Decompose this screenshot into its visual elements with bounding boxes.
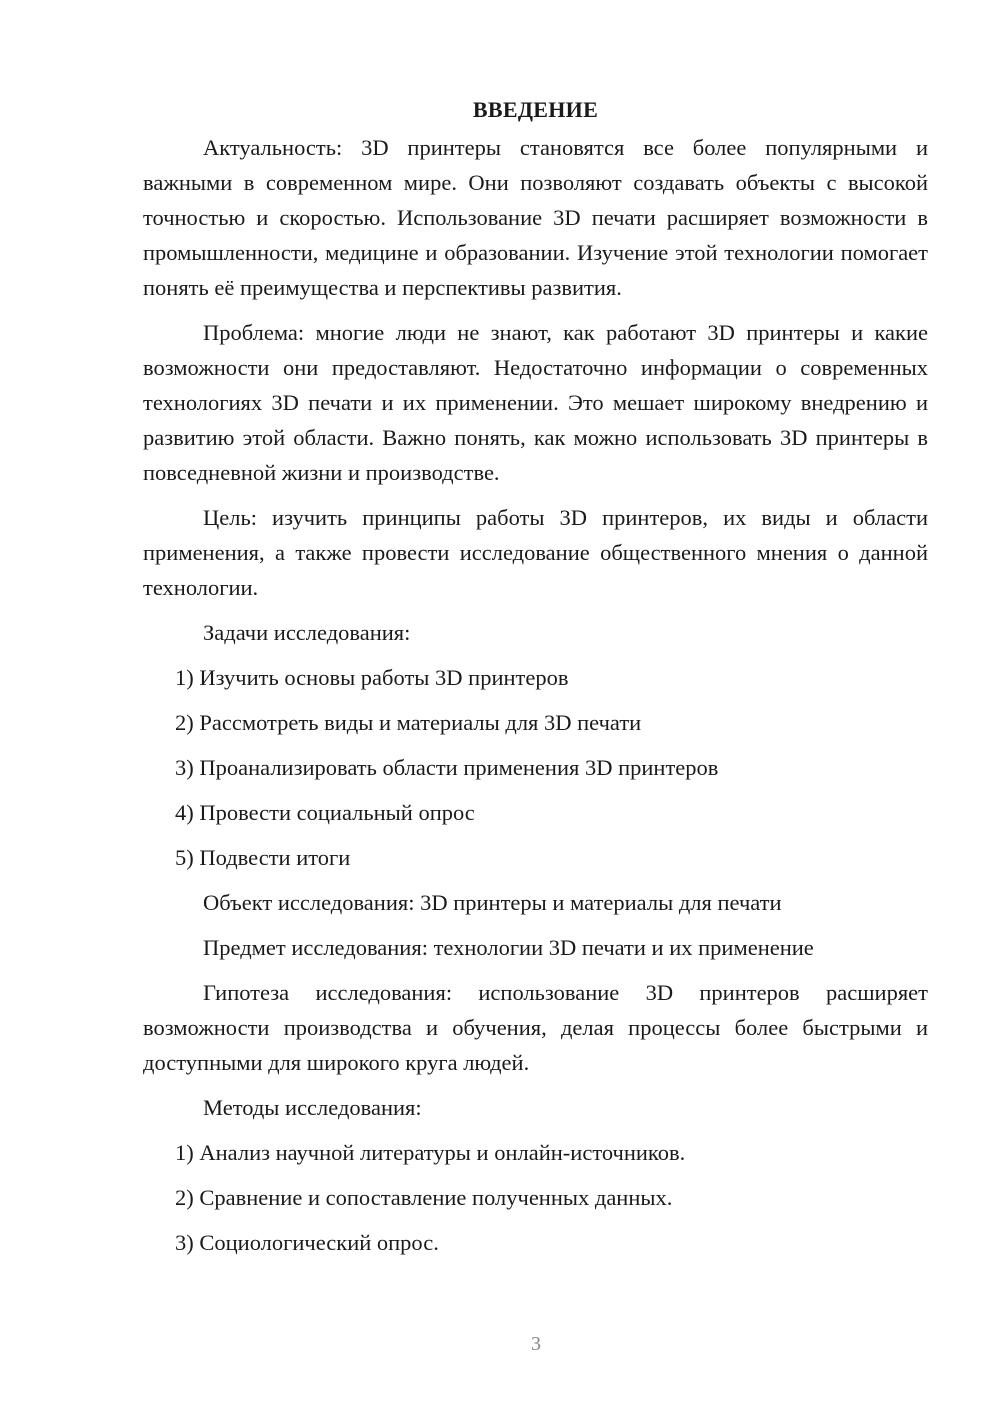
task-item: 2) Рассмотреть виды и материалы для 3D печати [175,710,642,735]
method-item: 2) Сравнение и сопоставление полученных данных. [175,1185,673,1210]
relevance-paragraph: Актуальность: 3D принтеры становятся все более популярными и важными в современном мире. Они позволяют создавать объекты с высокой точностью и скоростью. Использование 3D печати расширяет возможности в промышленности, медицине и образовании. Изучение этой технологии помогает понять её преимущества и перспективы развития. [143,135,928,300]
task-item: 5) Подвести итоги [175,845,351,870]
method-item: 3) Социологический опрос. [175,1230,439,1255]
methods-heading: Методы исследования: [203,1095,422,1120]
page-number: 3 [531,1333,541,1355]
hypothesis-paragraph: Гипотеза исследования: использование 3D принтеров расширяет возможности производства и обучения, делая процессы более быстрыми и доступными для широкого круга людей. [143,980,928,1075]
task-item: 4) Провести социальный опрос [175,800,475,825]
goal-paragraph: Цель: изучить принципы работы 3D принтеров, их виды и области применения, а также провести исследование общественного мнения о данной технологии. [143,505,928,600]
problem-paragraph: Проблема: многие люди не знают, как работают 3D принтеры и какие возможности они предоставляют. Недостаточно информации о современных технологиях 3D печати и их применении. Это мешает широкому внедрению и развитию этой области. Важно понять, как можно использовать 3D принтеры в повседневной жизни и производстве. [143,320,928,485]
document-page [143,90,928,1270]
task-item: 3) Проанализировать области применения 3D принтеров [175,755,719,780]
object-line: Объект исследования: 3D принтеры и материалы для печати [203,890,782,915]
subject-line: Предмет исследования: технологии 3D печати и их применение [203,935,814,960]
method-item: 1) Анализ научной литературы и онлайн-источников. [175,1140,686,1165]
tasks-heading: Задачи исследования: [203,620,411,645]
task-item: 1) Изучить основы работы 3D принтеров [175,665,569,690]
page-title: ВВЕДЕНИЕ [472,97,599,122]
